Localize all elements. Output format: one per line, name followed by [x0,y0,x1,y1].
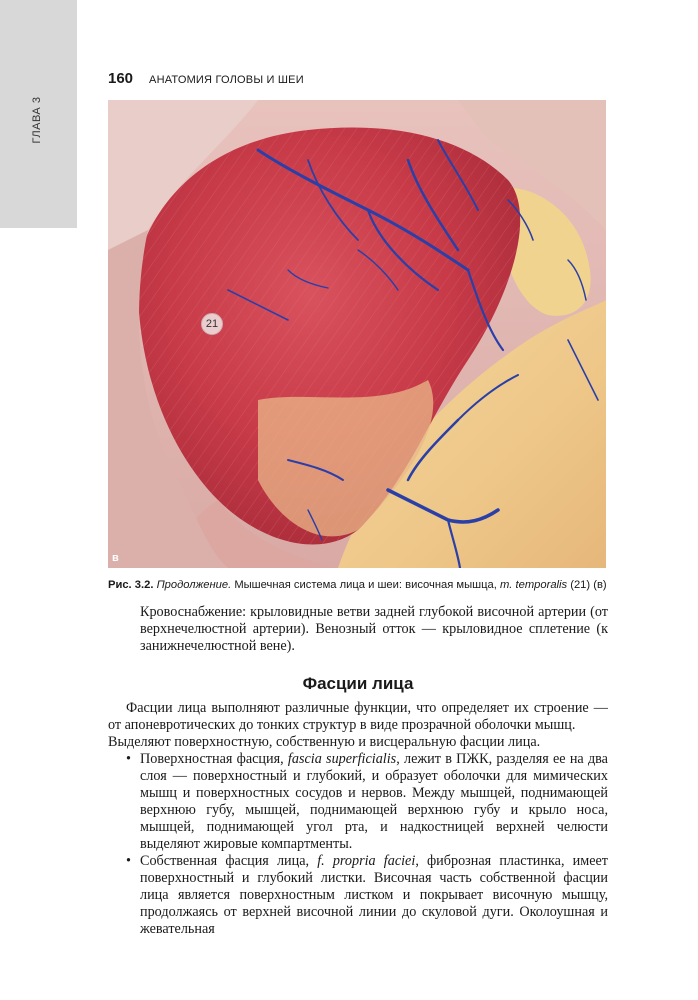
caption-tail: (21) (в) [567,579,607,591]
anatomy-photo [108,100,606,568]
bullet-icon: • [126,853,131,869]
section-title: Фасции лица [302,674,414,693]
bullet-2-lead: Собственная фасция лица, [140,853,318,869]
list-item [124,751,608,853]
caption-text: Мышечная система лица и шеи: височная мышца, [231,579,500,591]
bullet-1-lead: Поверхностная фасция, [140,751,288,767]
running-title: АНАТОМИЯ ГОЛОВЫ И ШЕИ [149,74,304,86]
figure-marker-21: 21 [201,313,223,335]
blood-supply-paragraph: Кровоснабжение: крыловидные ветви задней глубокой височной артерии (от верхнечелюстной артерии). Венозный отток — крыловидное сплетение (к занижнечелюстной вене). [140,604,608,654]
chapter-label: ГЛАВА 3 [31,96,43,144]
caption-label: Рис. 3.2. [108,579,154,591]
figure-caption [108,578,608,593]
bullet-1-text: , лежит в ПЖК, разделяя ее на два слоя — поверхностный и глубокий, и образует оболочки для мимических мышц и поверхностных сосудов и нервов. Между мышцей, поднимающей верхнюю губу, мышцей, поднимающей верхнюю губу и крыло носа, мышцей, поднимающей угол рта, и надкостницей верхней челюсти выделяют жировые компартменты. [140,751,608,852]
chapter-tab [0,0,77,228]
running-header [108,70,608,90]
bullet-2-text: , фиброзная пластинка, имеет поверхностный и глубокий листки. Височная часть собственной фасции лица является поверхностным листком и покрывает височную мышцу, продолжаясь от верхней височной линии до скуловой дуги. Околоушная и жевательная [140,853,609,937]
bullet-2-latin: f. propria faciei [317,853,416,869]
intro-paragraph-2: Выделяют поверхностную, собственную и висцеральную фасции лица. [108,734,541,750]
section-intro [108,700,608,751]
figure-panel-letter: в [112,552,119,564]
list-item [124,853,608,938]
caption-italic-lead: Продолжение. [156,579,232,591]
bullet-icon: • [126,751,131,767]
page-number: 160 [108,70,134,87]
intro-paragraph-1: Фасции лица выполняют различные функции, что определяет их строение — от апоневротических до тонких структур в виде прозрачной оболочки мышц. [108,700,608,733]
caption-latin: m. temporalis [499,579,568,591]
bullet-1-latin: fascia superficialis [287,751,397,767]
fascia-list [124,751,608,938]
